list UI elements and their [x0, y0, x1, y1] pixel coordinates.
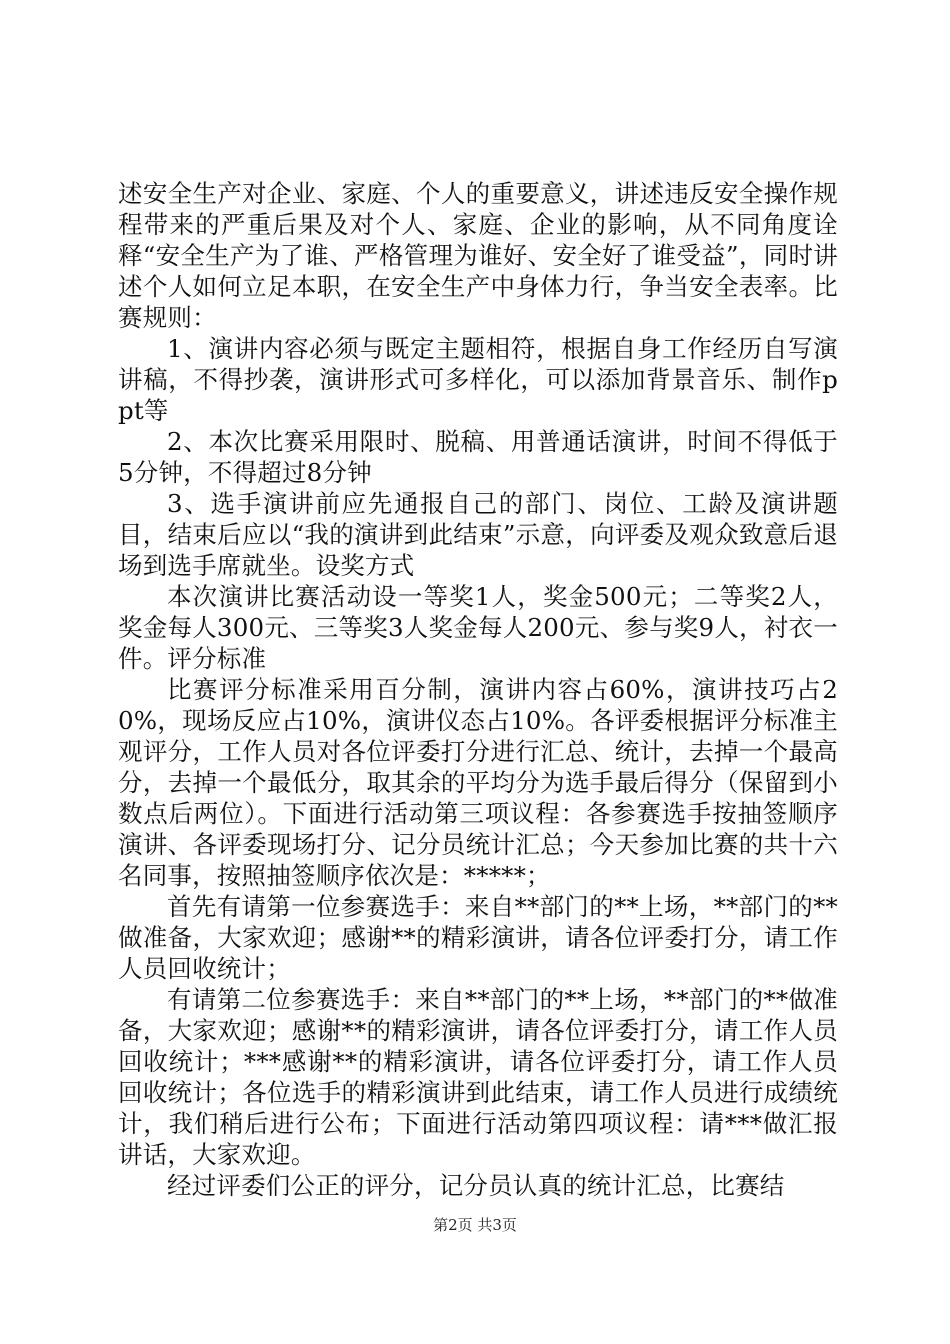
paragraph-awards: 本次演讲比赛活动设一等奖1人，奖金500元；二等奖2人，奖金每人300元、三等奖3人奖金每人200元、参与奖9人，衬衣一件。评分标准	[118, 582, 838, 673]
paragraph-first-contestant: 首先有请第一位参赛选手：来自**部门的**上场，**部门的**做准备，大家欢迎；感谢**的精彩演讲，请各位评委打分，请工作人员回收统计；	[118, 892, 838, 983]
page-number-footer: 第2页 共3页	[433, 1216, 517, 1234]
paragraph-rule-2: 2、本次比赛采用限时、脱稿、用普通话演讲，时间不得低于5分钟，不得超过8分钟	[118, 427, 838, 487]
paragraph-intro: 述安全生产对企业、家庭、个人的重要意义，讲述违反安全操作规程带来的严重后果及对个人、家庭、企业的影响，从不同角度诠释“安全生产为了谁、严格管理为谁好、安全好了谁受益”，同时讲述个人如何立足本职，在安全生产中身体力行，争当安全表率。比赛规则：	[118, 179, 838, 332]
paragraph-rule-1: 1、演讲内容必须与既定主题相符，根据自身工作经历自写演讲稿，不得抄袭，演讲形式可多样化，可以添加背景音乐、制作ppt等	[118, 334, 838, 425]
document-body	[118, 178, 838, 1201]
paragraph-rule-3: 3、选手演讲前应先通报自己的部门、岗位、工龄及演讲题目，结束后应以“我的演讲到此结束”示意，向评委及观众致意后退场到选手席就坐。设奖方式	[118, 489, 838, 580]
paragraph-scoring: 比赛评分标准采用百分制，演讲内容占60%，演讲技巧占20%，现场反应占10%，演讲仪态占10%。各评委根据评分标准主观评分，工作人员对各位评委打分进行汇总、统计，去掉一个最高分，去掉一个最低分，取其余的平均分为选手最后得分（保留到小数点后两位）。下面进行活动第三项议程：各参赛选手按抽签顺序演讲、各评委现场打分、记分员统计汇总；今天参加比赛的共十六名同事，按照抽签顺序依次是：*****；	[118, 675, 838, 890]
paragraph-conclusion: 经过评委们公正的评分，记分员认真的统计汇总，比赛结	[167, 1171, 785, 1200]
paragraph-second-contestant: 有请第二位参赛选手：来自**部门的**上场，**部门的**做准备，大家欢迎；感谢**的精彩演讲，请各位评委打分，请工作人员回收统计；***感谢**的精彩演讲，请各位评委打分，请工作人员回收统计；各位选手的精彩演讲到此结束，请工作人员进行成绩统计，我们稍后进行公布；下面进行活动第四项议程：请***做汇报讲话，大家欢迎。	[118, 985, 838, 1169]
